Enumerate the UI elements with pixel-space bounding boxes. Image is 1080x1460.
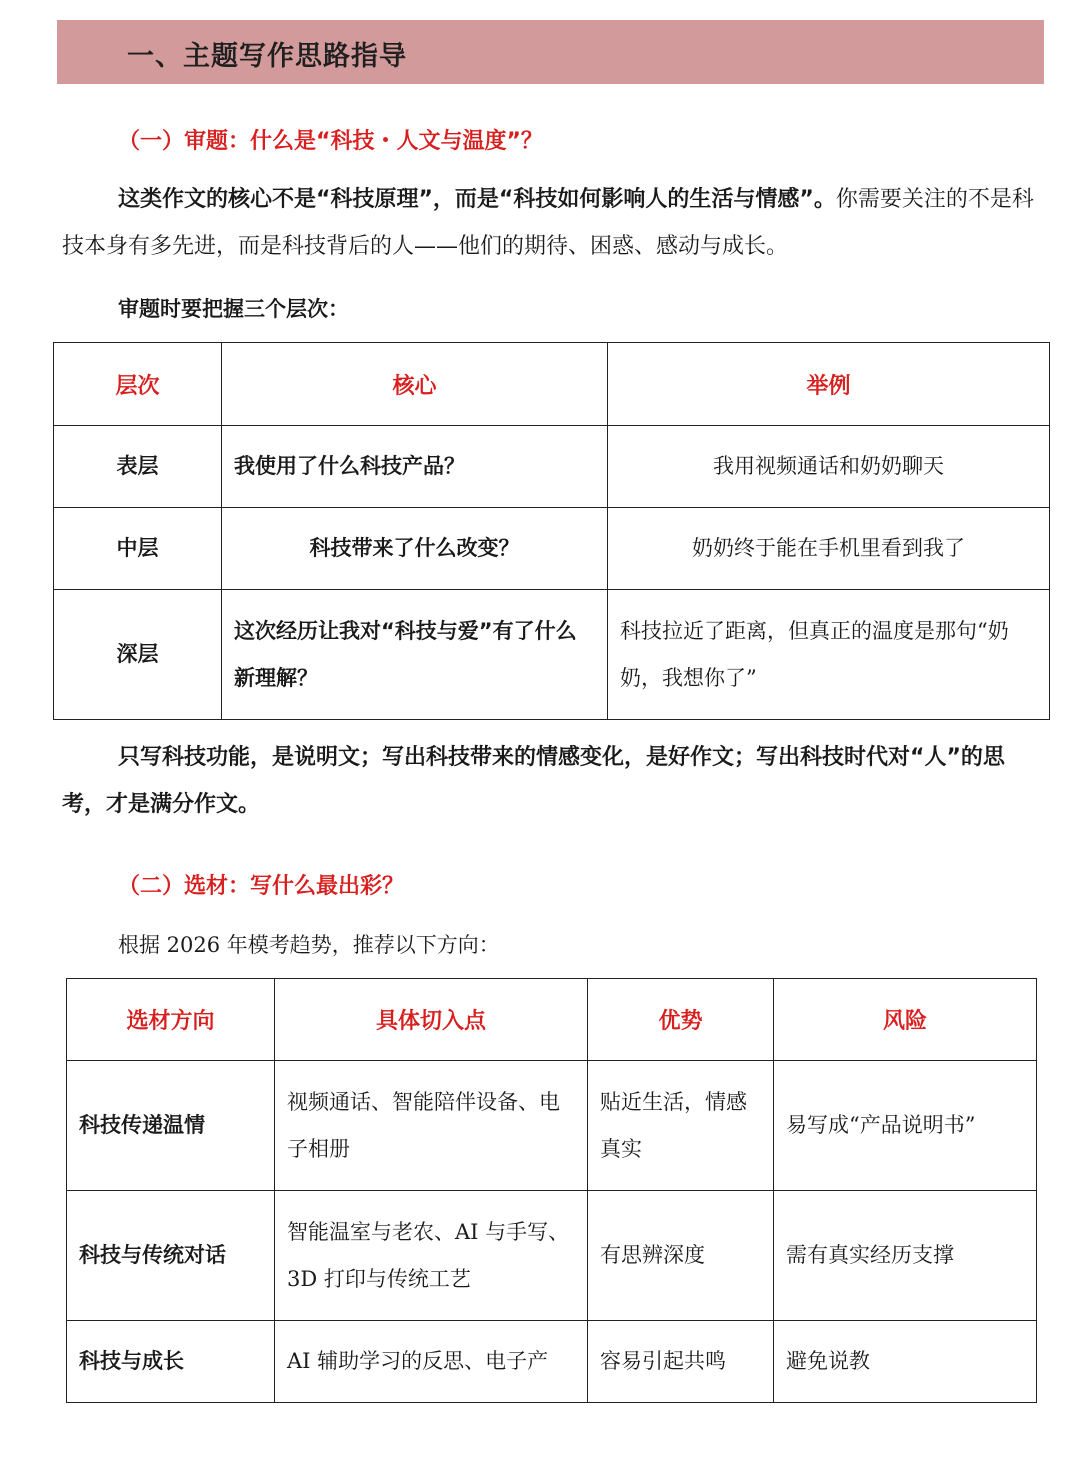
entry-point-cell: 视频通话、智能陪伴设备、电子相册 [275, 1061, 588, 1191]
core-cell: 这次经历让我对“科技与爱”有了什么新理解？ [222, 590, 608, 720]
topics-table [66, 978, 1037, 1403]
table-row [54, 508, 1050, 590]
header-cell: 风险 [774, 979, 1037, 1061]
risk-cell: 避免说教 [774, 1321, 1037, 1403]
header-cell: 优势 [588, 979, 774, 1061]
levels-intro: 审题时要把握三个层次： [118, 297, 349, 321]
section1-heading: （一）审题：什么是“科技・人文与温度”？ [118, 129, 543, 154]
direction-cell: 科技与传统对话 [67, 1191, 275, 1321]
risk-cell: 易写成“产品说明书” [774, 1061, 1037, 1191]
level-cell: 深层 [54, 590, 222, 720]
section2-intro: 根据 2026 年模考趋势，推荐以下方向： [118, 933, 500, 957]
table-row [67, 1321, 1037, 1403]
header-cell: 选材方向 [67, 979, 275, 1061]
core-cell: 我使用了什么科技产品？ [222, 426, 608, 508]
header-cell: 层次 [54, 343, 222, 426]
entry-point-cell: AI 辅助学习的反思、电子产 [275, 1321, 588, 1403]
header-cell: 举例 [608, 343, 1050, 426]
table-row [67, 1191, 1037, 1321]
example-cell: 我用视频通话和奶奶聊天 [608, 426, 1050, 508]
section2-heading: （二）选材：写什么最出彩？ [118, 874, 405, 899]
banner-title: 一、主题写作思路指导 [127, 41, 407, 72]
advantage-cell: 容易引起共鸣 [588, 1321, 774, 1403]
level-cell: 表层 [54, 426, 222, 508]
risk-cell: 需有真实经历支撑 [774, 1191, 1037, 1321]
levels-table [53, 342, 1050, 720]
section-banner [57, 20, 1044, 84]
direction-cell: 科技传递温情 [67, 1061, 275, 1191]
table-row [54, 590, 1050, 720]
level-cell: 中层 [54, 508, 222, 590]
example-cell: 奶奶终于能在手机里看到我了 [608, 508, 1050, 590]
table-header-row [54, 343, 1050, 426]
entry-point-cell: 智能温室与老农、AI 与手写、3D 打印与传统工艺 [275, 1191, 588, 1321]
direction-cell: 科技与成长 [67, 1321, 275, 1403]
core-cell: 科技带来了什么改变？ [222, 508, 608, 590]
header-cell: 具体切入点 [275, 979, 588, 1061]
summary-text: 只写科技功能，是说明文；写出科技带来的情感变化，是好作文；写出科技时代对“人”的思考，才是满分作文。 [62, 745, 1005, 817]
section1-paragraph [62, 176, 1042, 270]
table-header-row [67, 979, 1037, 1061]
summary-paragraph [62, 734, 1042, 828]
advantage-cell: 贴近生活，情感真实 [588, 1061, 774, 1191]
example-cell: 科技拉近了距离，但真正的温度是那句“奶奶，我想你了” [608, 590, 1050, 720]
paragraph-bold-text: 这类作文的核心不是“科技原理”，而是“科技如何影响人的生活与情感”。 [118, 187, 836, 212]
table-row [54, 426, 1050, 508]
header-cell: 核心 [222, 343, 608, 426]
table-row [67, 1061, 1037, 1191]
paragraph-text: 你需要关注的不是科技本身有多先进，而是科技背后的人——他们的期待、困惑、感动与成长。 [62, 187, 1034, 259]
advantage-cell: 有思辨深度 [588, 1191, 774, 1321]
